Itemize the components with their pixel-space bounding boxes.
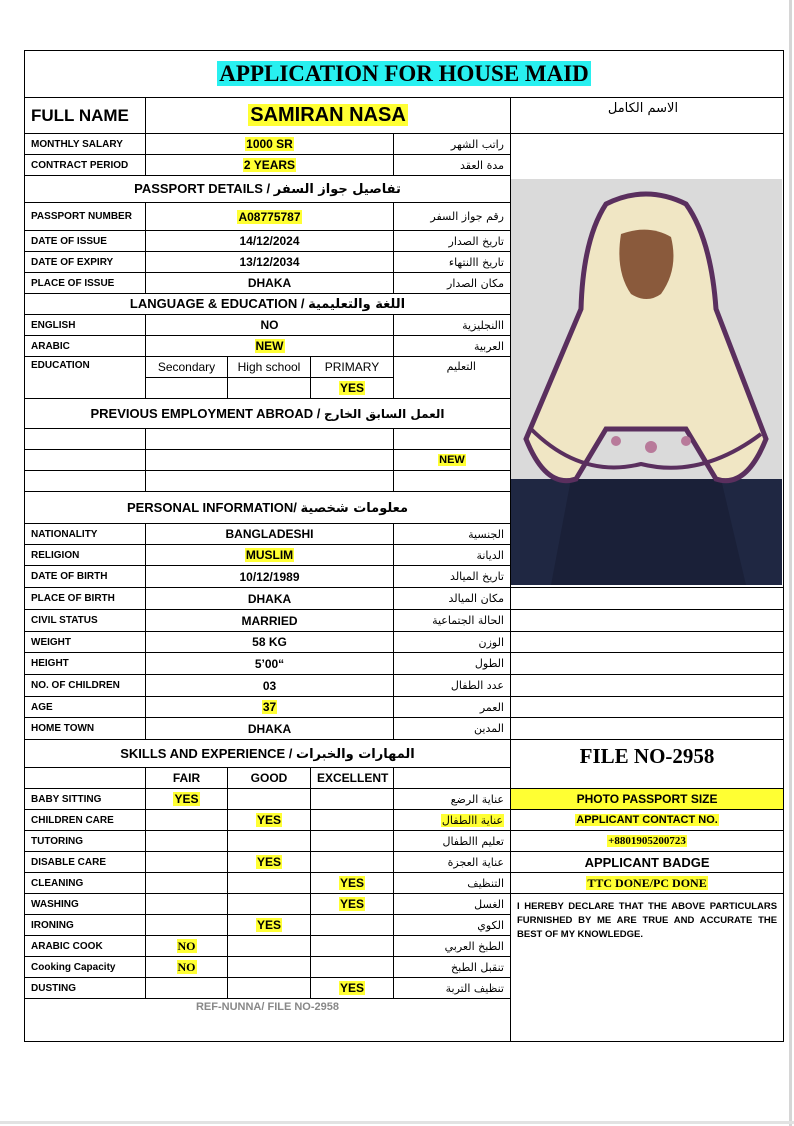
arabic-cell: [146, 336, 394, 357]
skill-fair: [146, 957, 228, 978]
skill-label-ar: عناية العجزة: [394, 852, 511, 873]
nationality-label: NATIONALITY: [25, 524, 146, 545]
monthly-salary-value: 1000 SR: [246, 137, 293, 151]
skill-rating: YES: [174, 792, 199, 806]
right-empty-cell: [511, 675, 784, 697]
photo-passport-size: PHOTO PASSPORT SIZE: [511, 789, 784, 810]
skill-excellent: [311, 894, 394, 915]
personal-heading-text: PERSONAL INFORMATION/: [126, 499, 297, 515]
full-name-value: SAMIRAN NASA: [250, 104, 406, 126]
children-label-ar: عدد الطفال: [394, 675, 511, 697]
age-value: 37: [262, 700, 277, 714]
age-label: AGE: [25, 697, 146, 718]
english-value: NO: [146, 315, 394, 336]
employment-empty-cell: [146, 450, 394, 471]
education-selected-cell: [311, 378, 394, 399]
skills-heading: [25, 740, 511, 768]
weight-label-ar: الوزن: [394, 632, 511, 653]
employment-empty-cell: [25, 450, 146, 471]
english-label-ar: االنجليزية: [394, 315, 511, 336]
skill-good: [228, 894, 311, 915]
language-heading-ar: اللغة والتعليمية: [308, 297, 406, 312]
full-name-label: FULL NAME: [25, 98, 146, 134]
religion-value: MUSLIM: [245, 548, 294, 562]
skill-fair: [146, 831, 228, 852]
skill-label: DUSTING: [25, 978, 146, 999]
page-edge-right: [789, 0, 792, 1126]
skill-excellent: [311, 873, 394, 894]
contract-period-label: CONTRACT PERIOD: [25, 155, 146, 176]
skill-rating: YES: [339, 897, 364, 911]
skill-label-ar: تعليم االطفال: [394, 831, 511, 852]
pob-label: PLACE OF BIRTH: [25, 588, 146, 610]
skill-rating: NO: [177, 938, 196, 953]
age-cell: [146, 697, 394, 718]
skill-label: Cooking Capacity: [25, 957, 146, 978]
employment-empty-cell: [146, 471, 394, 492]
pob-value: DHAKA: [146, 588, 394, 610]
personal-heading-ar: معلومات شخصية: [300, 500, 409, 516]
photo-cell: [511, 134, 784, 588]
monthly-salary-label-ar: راتب الشهر: [394, 134, 511, 155]
arabic-label-ar: العربية: [394, 336, 511, 357]
english-label: ENGLISH: [25, 315, 146, 336]
religion-label-ar: الديانة: [394, 545, 511, 566]
dob-label: DATE OF BIRTH: [25, 566, 146, 588]
issue-date-value: 14/12/2024: [146, 231, 394, 252]
skill-excellent: [311, 915, 394, 936]
employment-heading: [25, 399, 511, 429]
skill-label-ar: عناية االطفال: [394, 810, 511, 831]
passport-heading-ar: تفاصيل جواز السفر: [273, 182, 401, 197]
skills-header-empty: [394, 768, 511, 789]
photo-below-cell: [511, 588, 784, 610]
expiry-date-label-ar: تاريخ االنتهاء: [394, 252, 511, 273]
skills-col-excellent: EXCELLENT: [311, 768, 394, 789]
skill-good: [228, 936, 311, 957]
skill-excellent: [311, 957, 394, 978]
employment-value: NEW: [439, 454, 465, 466]
skill-label-ar: الكوي: [394, 915, 511, 936]
skill-label-ar: الطبخ العربي: [394, 936, 511, 957]
skill-fair: [146, 852, 228, 873]
skill-label-ar: تنقبل الطبخ: [394, 957, 511, 978]
reference-text: REF-NUNNA/ FILE NO-2958: [25, 999, 511, 1042]
education-label-ar: التعليم: [394, 357, 511, 399]
skill-good: [228, 873, 311, 894]
skills-col-good: GOOD: [228, 768, 311, 789]
issue-date-label: DATE OF ISSUE: [25, 231, 146, 252]
applicant-photo: [511, 179, 782, 585]
employment-empty-cell: [25, 471, 146, 492]
skill-label-ar: تنظيف التربة: [394, 978, 511, 999]
weight-value: 58 KG: [146, 632, 394, 653]
declaration-text: I HEREBY DECLARE THAT THE ABOVE PARTICULARS FURNISHED BY ME ARE TRUE AND ACCURATE THE BEST OF MY KNOWLEDGE.: [511, 894, 784, 1042]
skill-label: WASHING: [25, 894, 146, 915]
skill-fair: [146, 894, 228, 915]
skill-fair: [146, 978, 228, 999]
monthly-salary-label: MONTHLY SALARY: [25, 134, 146, 155]
skill-label: BABY SITTING: [25, 789, 146, 810]
skill-label: IRONING: [25, 915, 146, 936]
employment-empty-cell: [25, 429, 146, 450]
employment-heading-text: PREVIOUS EMPLOYMENT ABROAD /: [90, 406, 321, 421]
pob-label-ar: مكان الميالد: [394, 588, 511, 610]
education-empty-cell: [228, 378, 311, 399]
skill-label-ar: التنظيف: [394, 873, 511, 894]
employment-empty-cell: [394, 429, 511, 450]
weight-label: WEIGHT: [25, 632, 146, 653]
full-name-cell: [146, 98, 511, 134]
skill-label: CLEANING: [25, 873, 146, 894]
children-value: 03: [146, 675, 394, 697]
nationality-label-ar: الجنسية: [394, 524, 511, 545]
ttc-status: TTC DONE/PC DONE: [587, 875, 707, 890]
skill-good: [228, 978, 311, 999]
right-empty-cell: [511, 697, 784, 718]
contract-period-cell: [146, 155, 394, 176]
full-name-label-ar: الاسم الكامل: [511, 98, 784, 134]
contract-period-label-ar: مدة العقد: [394, 155, 511, 176]
page-edge-bottom: [0, 1121, 794, 1124]
skill-excellent: [311, 831, 394, 852]
skill-good: [228, 957, 311, 978]
monthly-salary-cell: [146, 134, 394, 155]
height-label-ar: الطول: [394, 653, 511, 675]
skills-header-empty: [25, 768, 146, 789]
skill-rating: NO: [177, 959, 196, 974]
education-selected-value: YES: [339, 381, 364, 395]
employment-empty-cell: [394, 471, 511, 492]
skill-excellent: [311, 789, 394, 810]
application-form: [24, 50, 784, 1042]
skill-excellent: [311, 936, 394, 957]
skill-fair: [146, 915, 228, 936]
arabic-label: ARABIC: [25, 336, 146, 357]
skill-good: [228, 852, 311, 873]
applicant-badge: APPLICANT BADGE: [511, 852, 784, 873]
religion-cell: [146, 545, 394, 566]
title-cell: [25, 51, 784, 98]
language-heading-text: LANGUAGE & EDUCATION /: [129, 296, 305, 311]
education-label: EDUCATION: [25, 357, 146, 399]
page-title: APPLICATION FOR HOUSE MAID: [219, 61, 589, 86]
skills-heading-text: SKILLS AND EXPERIENCE /: [120, 745, 293, 761]
skill-rating: YES: [339, 981, 364, 995]
skills-col-fair: FAIR: [146, 768, 228, 789]
expiry-date-value: 13/12/2034: [146, 252, 394, 273]
passport-number-value: A08775787: [238, 209, 301, 224]
skill-fair: [146, 810, 228, 831]
skill-label-ar: عناية الرضع: [394, 789, 511, 810]
home-town-label-ar: المدين: [394, 718, 511, 740]
skill-label: CHILDREN CARE: [25, 810, 146, 831]
skill-excellent: [311, 978, 394, 999]
skill-fair: [146, 873, 228, 894]
skills-heading-ar: المهارات والخبرات: [296, 746, 415, 762]
right-empty-cell: [511, 632, 784, 653]
height-value: 5’00“: [146, 653, 394, 675]
employment-cell: [394, 450, 511, 471]
religion-label: RELIGION: [25, 545, 146, 566]
education-option-secondary: Secondary: [146, 357, 228, 378]
passport-number-label-ar: رقم جواز السفر: [394, 203, 511, 231]
personal-heading: [25, 492, 511, 524]
education-option-high-school: High school: [228, 357, 311, 378]
arabic-value: NEW: [255, 339, 284, 353]
skill-fair: [146, 789, 228, 810]
skill-label: TUTORING: [25, 831, 146, 852]
place-of-issue-value: DHAKA: [146, 273, 394, 294]
right-empty-cell: [511, 653, 784, 675]
place-of-issue-label-ar: مكان الصدار: [394, 273, 511, 294]
home-town-value: DHAKA: [146, 718, 394, 740]
skill-rating: YES: [339, 876, 364, 890]
contact-label-cell: [511, 810, 784, 831]
place-of-issue-label: PLACE OF ISSUE: [25, 273, 146, 294]
education-empty-cell: [146, 378, 228, 399]
employment-empty-cell: [146, 429, 394, 450]
ttc-cell: [511, 873, 784, 894]
skill-label: ARABIC COOK: [25, 936, 146, 957]
contract-period-value: 2 YEARS: [243, 158, 296, 172]
file-number: FILE NO-2958: [511, 740, 784, 789]
nationality-value: BANGLADESHI: [146, 524, 394, 545]
passport-number-label: PASSPORT NUMBER: [25, 203, 146, 231]
skill-rating: YES: [256, 813, 281, 827]
contact-value-cell: [511, 831, 784, 852]
applicant-contact-value: +8801905200723: [608, 835, 686, 847]
skill-good: [228, 915, 311, 936]
skill-label-ar: الغسل: [394, 894, 511, 915]
skill-rating: YES: [256, 855, 281, 869]
passport-heading: [25, 176, 511, 203]
skill-excellent: [311, 852, 394, 873]
applicant-contact-label: APPLICANT CONTACT NO.: [576, 814, 718, 826]
skill-good: [228, 810, 311, 831]
age-label-ar: العمر: [394, 697, 511, 718]
civil-status-value: MARRIED: [146, 610, 394, 632]
issue-date-label-ar: تاريخ الصدار: [394, 231, 511, 252]
skill-rating: YES: [256, 918, 281, 932]
expiry-date-label: DATE OF EXPIRY: [25, 252, 146, 273]
children-label: NO. OF CHILDREN: [25, 675, 146, 697]
home-town-label: HOME TOWN: [25, 718, 146, 740]
skill-label: DISABLE CARE: [25, 852, 146, 873]
skill-good: [228, 831, 311, 852]
right-empty-cell: [511, 610, 784, 632]
skill-fair: [146, 936, 228, 957]
employment-heading-ar: العمل السابق الخارج: [324, 407, 445, 421]
civil-status-label-ar: الحالة الجتماعية: [394, 610, 511, 632]
passport-heading-text: PASSPORT DETAILS /: [134, 181, 271, 196]
education-option-primary: PRIMARY: [311, 357, 394, 378]
passport-number-cell: [146, 203, 394, 231]
dob-value: 10/12/1989: [146, 566, 394, 588]
skill-excellent: [311, 810, 394, 831]
right-empty-cell: [511, 718, 784, 740]
skill-good: [228, 789, 311, 810]
civil-status-label: CIVIL STATUS: [25, 610, 146, 632]
dob-label-ar: تاريخ الميالد: [394, 566, 511, 588]
language-heading: [25, 294, 511, 315]
height-label: HEIGHT: [25, 653, 146, 675]
